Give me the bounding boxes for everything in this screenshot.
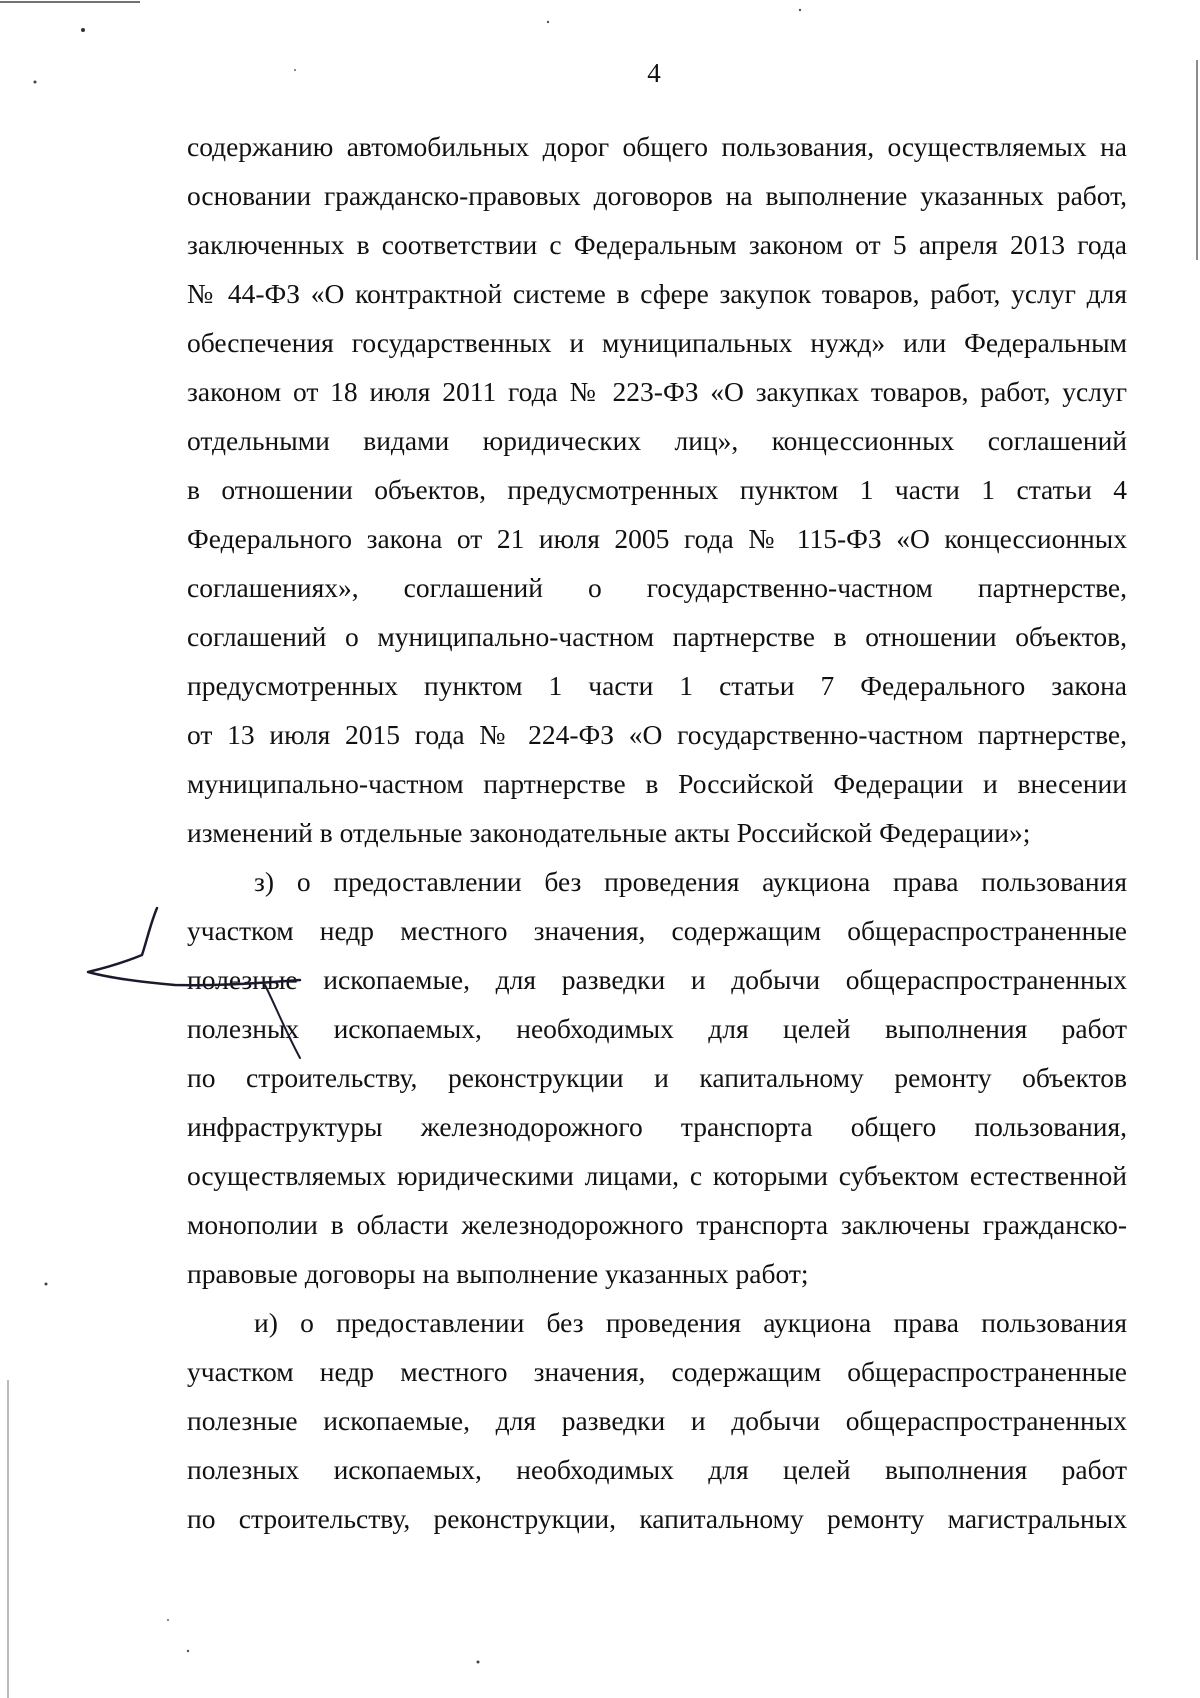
page-number: 4	[647, 58, 661, 88]
text-line: от 13 июля 2015 года № 224-ФЗ «О государственно-частном партнерстве,	[187, 719, 1127, 750]
text-line: участком недр местного значения, содержащим общераспространенные	[187, 915, 1127, 946]
text-line: по строительству, реконструкции, капитальному ремонту магистральных	[187, 1503, 1127, 1534]
text-line: и) о предоставлении без проведения аукциона права пользования	[254, 1307, 1127, 1338]
speck	[547, 21, 549, 23]
speck	[477, 1661, 480, 1664]
text-line: полезные ископаемые, для разведки и добычи общераспространенных	[187, 1405, 1127, 1436]
text-line: изменений в отдельные законодательные акты Российской Федерации»;	[187, 817, 1031, 848]
text-line: заключенных в соответствии с Федеральным законом от 5 апреля 2013 года	[187, 229, 1127, 260]
text-line: № 44-ФЗ «О контрактной системе в сфере закупок товаров, работ, услуг для	[187, 278, 1127, 309]
speck	[799, 9, 801, 11]
document-body	[187, 122, 1127, 1543]
speck	[45, 1283, 48, 1286]
text-line: в отношении объектов, предусмотренных пунктом 1 части 1 статьи 4	[187, 474, 1127, 505]
speck	[81, 28, 85, 32]
text-line: соглашениях», соглашений о государственно-частном партнерстве,	[187, 572, 1127, 603]
text-line: участком недр местного значения, содержащим общераспространенные	[187, 1356, 1127, 1387]
text-line: соглашений о муниципально-частном партнерстве в отношении объектов,	[187, 621, 1127, 652]
text-line: полезные ископаемые, для разведки и добычи общераспространенных	[187, 964, 1127, 995]
text-line: обеспечения государственных и муниципальных нужд» или Федеральным	[187, 327, 1127, 358]
text-line: предусмотренных пунктом 1 части 1 статьи 7 Федерального закона	[187, 670, 1127, 701]
text-line: содержанию автомобильных дорог общего пользования, осуществляемых на	[187, 131, 1127, 162]
text-line: по строительству, реконструкции и капитальному ремонту объектов	[187, 1062, 1127, 1093]
text-line: осуществляемых юридическими лицами, с которыми субъектом естественной	[187, 1160, 1127, 1191]
text-line: полезных ископаемых, необходимых для целей выполнения работ	[187, 1013, 1127, 1044]
speck	[187, 1650, 189, 1652]
text-line: Федерального закона от 21 июля 2005 года № 115-ФЗ «О концессионных	[187, 523, 1127, 554]
speck	[167, 1619, 169, 1621]
text-line: отдельными видами юридических лиц», концессионных соглашений	[187, 425, 1127, 456]
text-line: законом от 18 июля 2011 года № 223-ФЗ «О закупках товаров, работ, услуг	[187, 376, 1127, 407]
text-line: полезных ископаемых, необходимых для целей выполнения работ	[187, 1454, 1127, 1485]
text-line: з) о предоставлении без проведения аукциона права пользования	[254, 866, 1127, 897]
text-line: правовые договоры на выполнение указанных работ;	[187, 1258, 809, 1289]
text-line: инфраструктуры железнодорожного транспорта общего пользования,	[187, 1111, 1127, 1142]
text-line: муниципально-частном партнерстве в Российской Федерации и внесении	[187, 768, 1127, 799]
text-line: основании гражданско-правовых договоров на выполнение указанных работ,	[187, 180, 1127, 211]
text-line: монополии в области железнодорожного транспорта заключены гражданско-	[187, 1209, 1127, 1240]
